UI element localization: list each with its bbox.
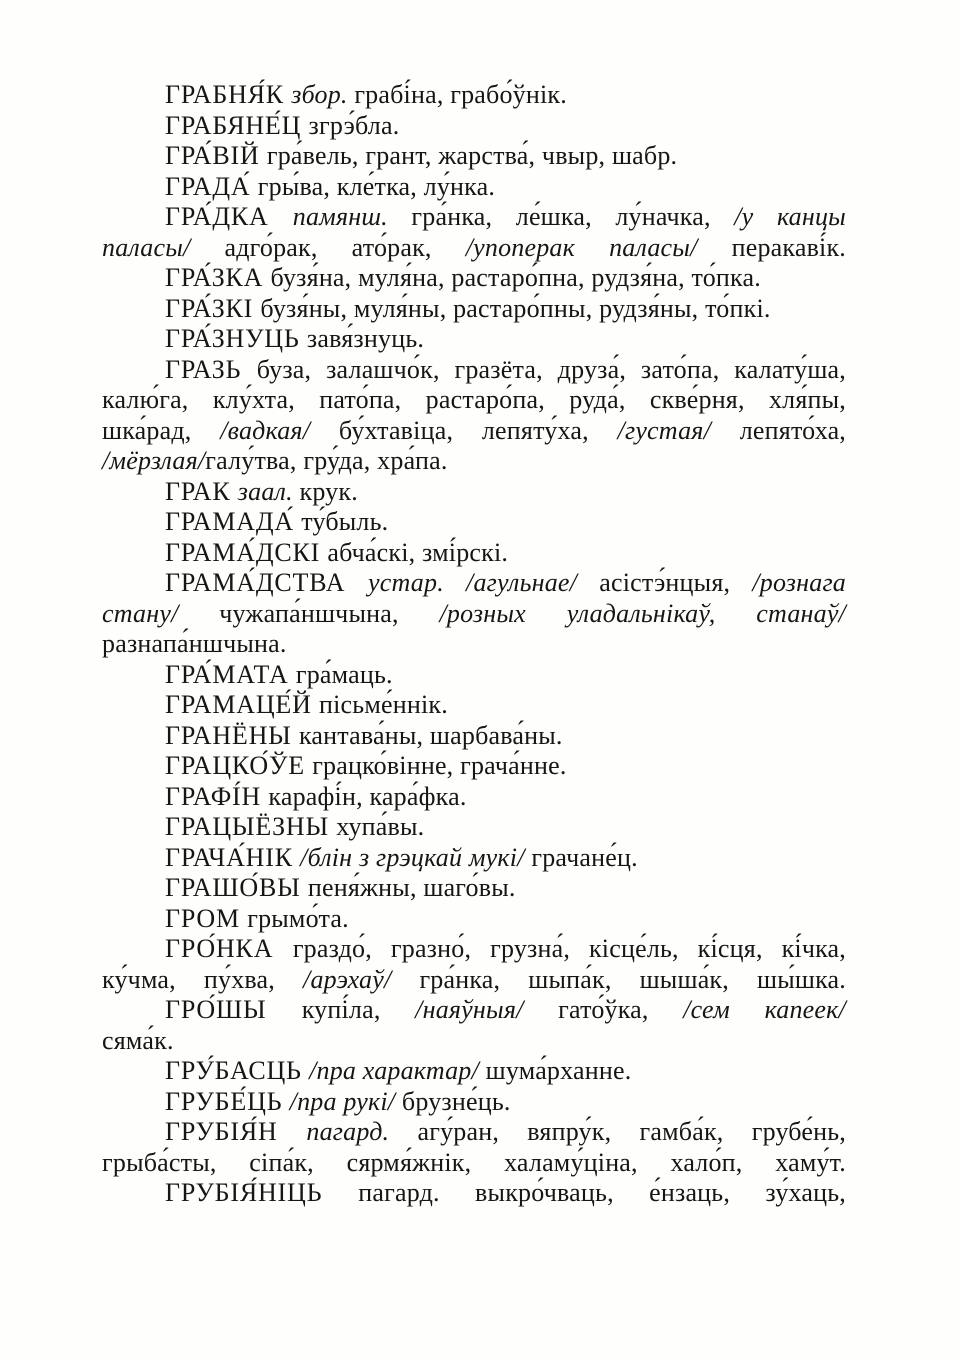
- synonym-text: лепято́ха,: [739, 415, 847, 445]
- synonym-text: хупа́вы.: [336, 812, 425, 841]
- entry-line: [102, 629, 846, 660]
- usage-label: /у канцы: [734, 202, 846, 231]
- headword: ГРО́НКА: [165, 934, 293, 963]
- synonym-text: сяма́к.: [102, 1025, 174, 1055]
- entry-line: [102, 1117, 846, 1148]
- entry-line: [102, 568, 846, 599]
- synonym-text: шка́рад,: [102, 415, 221, 445]
- dictionary-entry: [102, 1087, 846, 1118]
- synonym-text: асістэ́нцыя,: [599, 568, 753, 597]
- usage-label: /сем капеек/: [683, 995, 846, 1024]
- dictionary-entry: [102, 507, 846, 538]
- synonym-text: грацко́вінне, грача́нне.: [312, 751, 567, 780]
- entry-line: [102, 690, 846, 721]
- synonym-text: гра́маць.: [295, 659, 393, 689]
- headword: ГРА́ЗКІ: [165, 293, 261, 323]
- entry-line: [102, 812, 846, 843]
- synonym-text: згрэ́бла.: [308, 110, 400, 140]
- dictionary-entry: [102, 843, 846, 874]
- entry-line: [102, 1056, 846, 1087]
- headword: ГРУБІЯ́Н: [165, 1117, 307, 1146]
- headword: ГРАБНЯ́К: [165, 80, 292, 109]
- headword: ГРАМА́ДСТВА: [165, 568, 369, 597]
- synonym-text: гра́нка, ле́шка, лу́начка,: [411, 202, 735, 231]
- entry-line: [102, 233, 846, 264]
- synonym-text: бузя́на, муля́на, растаро́пна, рудзя́на, то́пка.: [270, 263, 761, 292]
- headword: ГРАЦКО́ЎЕ: [165, 751, 313, 780]
- headword: ГРАДА́: [165, 171, 258, 201]
- headword: ГРАЦЫЁЗНЫ: [165, 812, 337, 841]
- dictionary-entry: [102, 263, 846, 294]
- entry-line: [102, 172, 846, 203]
- entry-line: [102, 324, 846, 355]
- synonym-text: агу́ран, вяпру́к, гамба́к, грубе́нь,: [417, 1117, 846, 1146]
- usage-label: /рознага: [752, 568, 846, 597]
- headword: ГРОМ: [165, 903, 248, 933]
- entry-line: [102, 294, 846, 325]
- usage-label: /упоперак паласы/: [465, 232, 732, 262]
- entry-line: [102, 1178, 846, 1209]
- synonym-text: пагард. выкро́чваць, е́нзаць, зу́хаць,: [358, 1178, 846, 1207]
- synonym-text: перакаві́к.: [731, 232, 846, 262]
- synonym-text: шума́рханне.: [485, 1056, 632, 1085]
- usage-label: памянш.: [292, 202, 412, 231]
- entry-line: [102, 446, 846, 477]
- dictionary-entry: [102, 324, 846, 355]
- usage-label: заал.: [237, 476, 300, 506]
- headword: ГРАБЯНЕ́Ц: [165, 110, 309, 140]
- dictionary-entry: [102, 202, 846, 263]
- synonym-text: чужапа́ншчына,: [219, 598, 440, 628]
- synonym-text: брузне́ць.: [401, 1086, 511, 1116]
- synonym-text: грабі́на, грабо́ўнік.: [354, 80, 567, 109]
- synonym-text: абча́скі, змі́рскі.: [327, 537, 509, 567]
- usage-label: устар. /агульнае/: [368, 568, 600, 597]
- synonym-text: адго́рак, ато́рак,: [224, 232, 466, 262]
- synonym-text: карафі́н, кара́фка.: [268, 781, 467, 811]
- synonym-text: грачане́ц.: [531, 842, 638, 872]
- synonym-text: гры́ва, кле́тка, лу́нка.: [257, 171, 496, 201]
- entry-line: [102, 80, 846, 111]
- headword: ГРАФІ́Н: [165, 781, 269, 811]
- entry-line: [102, 934, 846, 965]
- headword: ГРУ́БАСЦЬ: [165, 1056, 310, 1085]
- entry-line: [102, 1026, 846, 1057]
- usage-label: /пра рукі/: [289, 1086, 402, 1116]
- synonym-text: галу́тва, гру́да, хра́па.: [205, 446, 448, 475]
- usage-label: /арэхаў/: [303, 964, 420, 994]
- usage-label: паласы/: [102, 232, 225, 262]
- dictionary-entry: [102, 751, 846, 782]
- synonym-text: гра́нка, шыпа́к, шыша́к, шы́шка.: [419, 964, 846, 994]
- entry-line: [102, 141, 846, 172]
- entry-line: [102, 660, 846, 691]
- synonym-text: бу́хтавіца, лепяту́ха,: [338, 415, 618, 445]
- headword: ГРАМАДА́: [165, 507, 302, 536]
- usage-label: /наяўныя/: [415, 995, 559, 1024]
- entry-line: [102, 995, 846, 1026]
- synonym-text: граздо́, гразно́, грузна́, кісце́ль, кі́сця, кі́чка,: [292, 934, 846, 963]
- entry-line: [102, 904, 846, 935]
- headword: ГРА́ВІЙ: [165, 141, 267, 170]
- synonym-text: бузя́ны, муля́ны, растаро́пны, рудзя́ны, то́пкі.: [260, 293, 771, 323]
- synonym-text: грымо́та.: [247, 903, 349, 933]
- dictionary-entry: [102, 1117, 846, 1178]
- headword: ГРА́ЗНУЦЬ: [165, 324, 307, 353]
- headword: ГРАМАЦЕ́Й: [165, 690, 319, 719]
- headword: ГРО́ШЫ: [165, 995, 302, 1024]
- headword: ГРА́ЗКА: [165, 263, 271, 292]
- entry-line: [102, 355, 846, 386]
- headword: ГРУБІЯ́НІЦЬ: [165, 1178, 359, 1207]
- headword: ГРАК: [165, 476, 238, 506]
- synonym-text: калю́га, клу́хта, пато́па, растаро́па, руда́, скве́рня, хля́пы,: [102, 385, 846, 414]
- entry-line: [102, 477, 846, 508]
- entry-line: [102, 721, 846, 752]
- dictionary-entry: [102, 80, 846, 111]
- dictionary-entry: [102, 873, 846, 904]
- entry-line: [102, 599, 846, 630]
- entry-line: [102, 751, 846, 782]
- dictionary-entry: [102, 568, 846, 660]
- entry-line: [102, 507, 846, 538]
- entry-line: [102, 538, 846, 569]
- usage-label: /розных уладальнікаў, станаў/: [439, 598, 846, 628]
- dictionary-entry: [102, 172, 846, 203]
- synonym-text: ку́чма, пу́хва,: [102, 964, 304, 994]
- synonym-text: кантава́ны, шарбава́ны.: [298, 720, 563, 750]
- dictionary-entry: [102, 141, 846, 172]
- dictionary-entry: [102, 294, 846, 325]
- synonym-text: буза, залашчо́к, гразёта, друза́, зато́па, калату́ша,: [256, 354, 846, 384]
- dictionary-entry: [102, 477, 846, 508]
- synonym-text: крук.: [299, 476, 358, 506]
- headword: ГРАЗЬ: [165, 354, 257, 384]
- entry-line: [102, 111, 846, 142]
- entry-line: [102, 416, 846, 447]
- synonym-text: разнапа́ншчына.: [102, 629, 287, 658]
- synonym-text: купі́ла,: [301, 995, 416, 1024]
- entry-line: [102, 1087, 846, 1118]
- dictionary-entry: [102, 1056, 846, 1087]
- synonym-text: ту́быль.: [301, 507, 389, 536]
- dictionary-entry: [102, 782, 846, 813]
- usage-label: /мёрзлая/: [102, 446, 206, 475]
- headword: ГРАЧА́НІК: [165, 842, 301, 872]
- entry-line: [102, 385, 846, 416]
- usage-label: пагард.: [306, 1117, 418, 1146]
- entry-line: [102, 965, 846, 996]
- usage-label: /вадкая/: [220, 415, 339, 445]
- dictionary-entry: [102, 538, 846, 569]
- entry-line: [102, 263, 846, 294]
- headword: ГРА́МАТА: [165, 659, 296, 689]
- usage-label: збор.: [291, 80, 355, 109]
- usage-label: стану/: [102, 598, 220, 628]
- headword: ГРАШО́ВЫ: [165, 873, 308, 902]
- dictionary-entry: [102, 721, 846, 752]
- synonym-text: пеня́жны, шаго́вы.: [307, 873, 516, 902]
- entry-line: [102, 202, 846, 233]
- headword: ГРАНЁНЫ: [165, 720, 299, 750]
- dictionary-entry: [102, 1178, 846, 1209]
- text-block: [102, 80, 846, 1209]
- headword: ГРАМА́ДСКІ: [165, 537, 328, 567]
- dictionary-entry: [102, 904, 846, 935]
- usage-label: /пра характар/: [309, 1056, 486, 1085]
- entry-line: [102, 873, 846, 904]
- dictionary-entry: [102, 995, 846, 1056]
- entry-line: [102, 782, 846, 813]
- dictionary-entry: [102, 690, 846, 721]
- entry-line: [102, 1148, 846, 1179]
- dictionary-entry: [102, 660, 846, 691]
- headword: ГРА́ДКА: [165, 202, 293, 231]
- synonym-text: гра́вель, грант, жарства́, чвыр, шабр.: [266, 141, 678, 170]
- dictionary-entry: [102, 812, 846, 843]
- dictionary-entry: [102, 355, 846, 477]
- dictionary-entry: [102, 111, 846, 142]
- entry-line: [102, 843, 846, 874]
- headword: ГРУБЕ́ЦЬ: [165, 1086, 290, 1116]
- synonym-text: завя́знуць.: [306, 324, 425, 353]
- dictionary-entry: [102, 934, 846, 995]
- synonym-text: пісьме́ннік.: [318, 690, 448, 719]
- usage-label: /блін з грэцкай мукі/: [300, 842, 532, 872]
- synonym-text: грыба́сты, сіпа́к, сярмя́жнік, халаму́ціна, хало́п, хаму́т.: [102, 1147, 846, 1177]
- synonym-text: гато́ўка,: [558, 995, 684, 1024]
- usage-label: /густая/: [617, 415, 740, 445]
